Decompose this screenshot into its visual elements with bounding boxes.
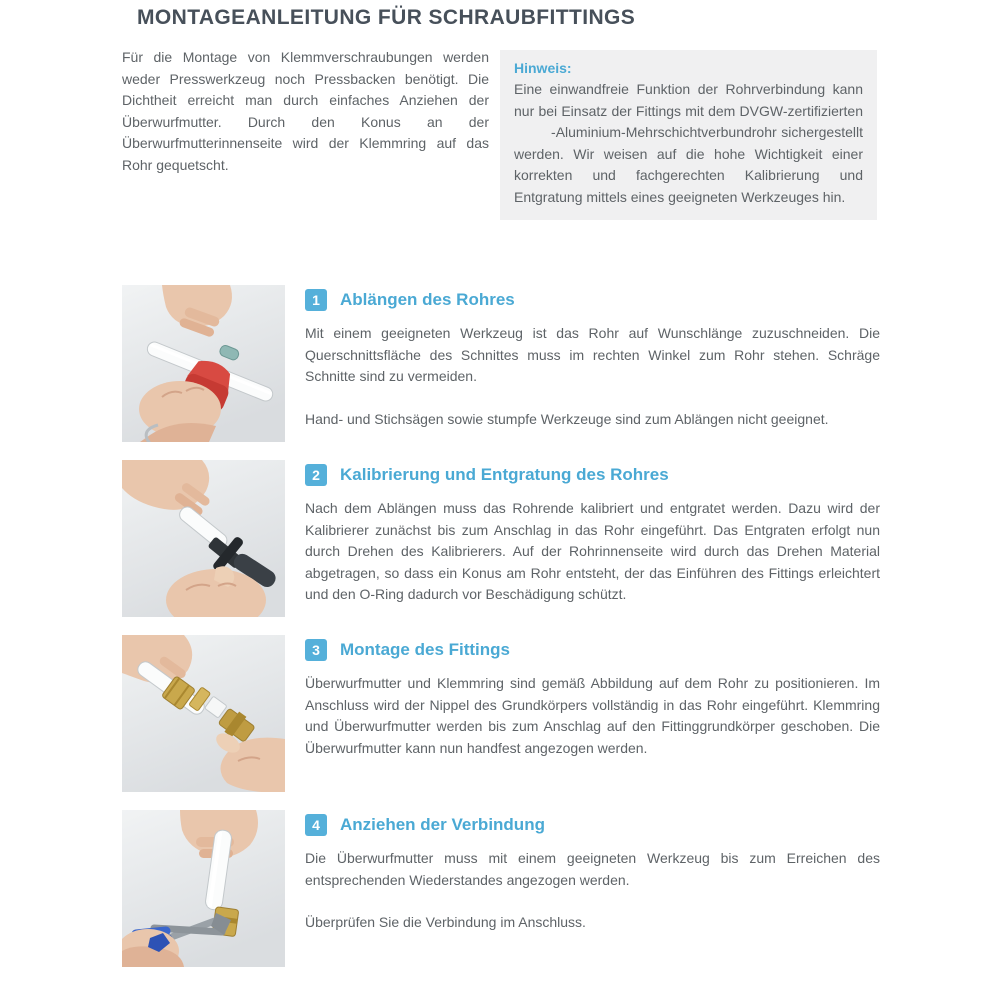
step-4-photo [122,810,285,967]
step-2-header [305,464,880,486]
step-2-number-badge: 2 [305,464,327,486]
step-2-content [305,460,880,606]
step-4-paragraph-2: Überprüfen Sie die Verbindung im Anschluss. [305,914,586,930]
step-4-header [305,814,880,836]
step-1-paragraph-1: Mit einem geeigneten Werkzeug ist das Rohr auf Wunschlänge zuzuschneiden. Die Querschnittsfläche des Schnittes muss im rechten Winkel zum Rohr stehen. Schräge Schnitte sind zu vermeiden. [305,325,880,384]
step-1-number-badge: 1 [305,289,327,311]
step-3-number-badge: 3 [305,639,327,661]
page-title: MONTAGEANLEITUNG FÜR SCHRAUBFITTINGS [137,6,636,29]
step-2-heading: Kalibrierung und Entgratung des Rohres [340,465,669,484]
fitting-assembly-photo-illustration [122,635,285,792]
step-3-header [305,639,880,661]
step-1-heading: Ablängen des Rohres [340,290,515,309]
intro-paragraph: Für die Montage von Klemmverschraubungen werden weder Presswerkzeug noch Pressbacken benötigt. Die Dichtheit erreicht man durch einfaches Anziehen der Überwurfmutter. Durch den Konus an der Überwurfmutterinnenseite wird der Klemmring auf das Rohr gequetscht. [122,49,489,173]
step-1-paragraph-2: Hand- und Stichsägen sowie stumpfe Werkzeuge sind zum Ablängen nicht geeignet. [305,410,829,427]
note-label: Hinweis: [514,60,572,76]
step-1-header [305,289,880,311]
step-3-heading: Montage des Fittings [340,640,510,659]
step-4-number-badge: 4 [305,814,327,836]
note-box [500,50,877,220]
step-3-photo [122,635,285,792]
step-4-content [305,810,880,934]
step-2-paragraph-1: Nach dem Ablängen muss das Rohrende kalibriert und entgratet werden. Dazu wird der Kalibrierer zunächst bis zum Anschlag in das Rohr eingeführt. Das Entgraten erfolgt nun durch Drehen des Kalibrierers. Auf der Rohrinnenseite wird durch das Drehen Material abgetragen, so dass ein Konus am Rohr entsteht, der das Einführen des Fittings erleichtert und den O-Ring dadurch vor Beschädigung schützt. [305,500,880,602]
tightening-with-pliers-photo-illustration [122,810,285,967]
step-4-heading: Anziehen der Verbindung [340,815,545,834]
step-3-content [305,635,880,759]
step-1-photo [122,285,285,442]
note-text: Eine einwandfreie Funktion der Rohrverbindung kann nur bei Einsatz der Fittings mit dem DVGW-zertifizierten -Aluminium-Mehrschichtverbundrohr sichergestellt werden. Wir weisen auf die hohe Wichtigkeit einer korrekten und fachgerechten Kalibrierung und Entgratung mittels eines geeigneten Werkzeuges hin. [514,81,863,205]
step-1-content [305,285,880,430]
step-4-paragraph-1: Die Überwurfmutter muss mit einem geeigneten Werkzeug bis zum Erreichen des entsprechenden Wiederstandes angezogen werden. [305,850,880,888]
step-2-photo [122,460,285,617]
pipe-calibration-photo-illustration [122,460,285,617]
step-3-paragraph-1: Überwurfmutter und Klemmring sind gemäß Abbildung auf dem Rohr zu positionieren. Im Anschluss wird der Nippel des Grundkörpers vollständig in das Rohr eingeführt. Klemmring und Überwurfmutter werden bis zum Anschlag auf den Fittinggrundkörper geschoben. Die Überwurfmutter kann nun handfest angezogen werden. [305,675,880,756]
pipe-cutting-photo-illustration [122,285,285,442]
